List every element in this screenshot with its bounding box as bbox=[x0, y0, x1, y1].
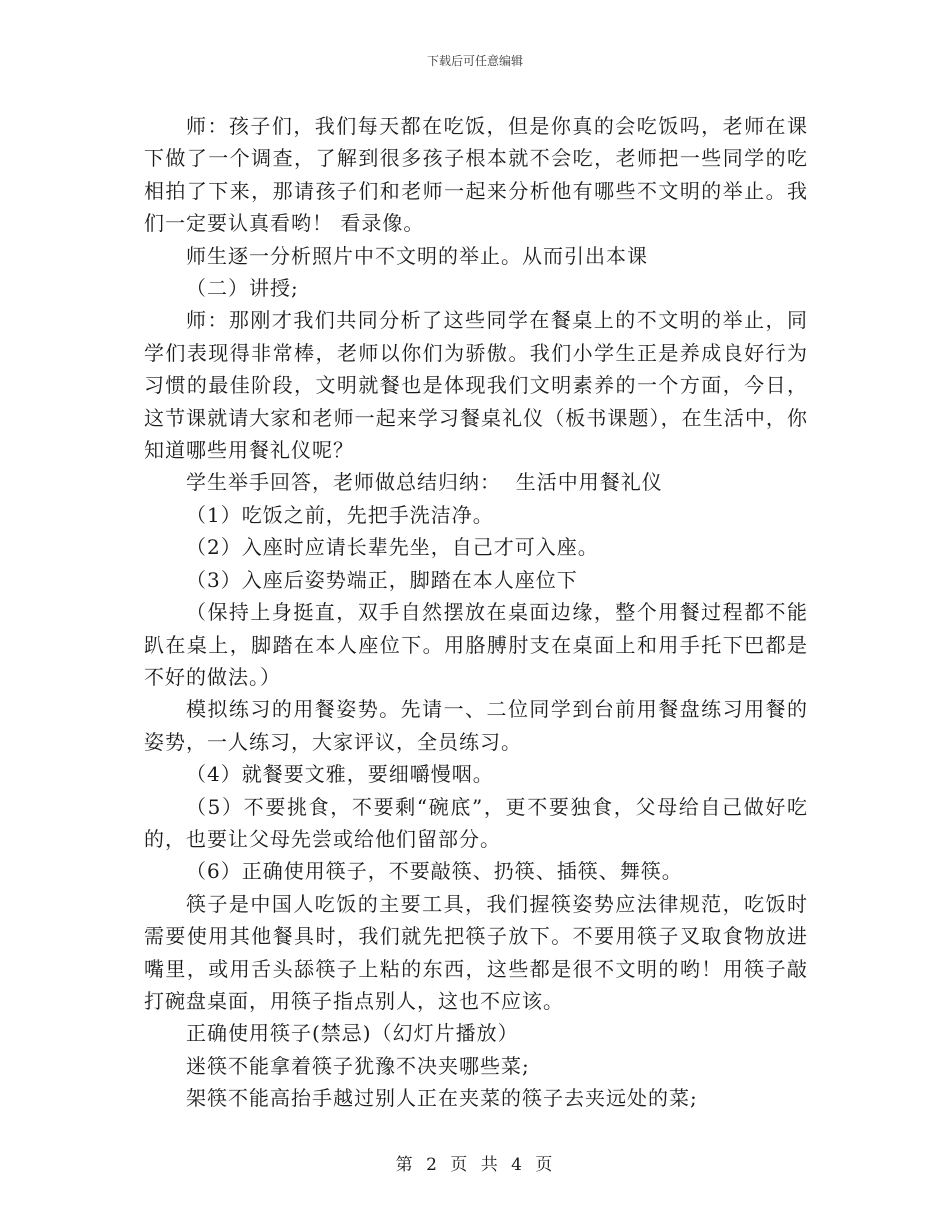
paragraph: （5）不要挑食，不要剩“碗底”，更不要独食，父母给自己做好吃的，也要让父母先尝或给他们留部分。 bbox=[144, 794, 808, 851]
paragraph: （2）入座时应请长辈先坐，自己才可入座。 bbox=[186, 535, 599, 560]
page-header: 下载后可任意编辑 bbox=[426, 54, 523, 68]
paragraph: （3）入座后姿势端正，脚踏在本人座位下 bbox=[186, 567, 578, 592]
paragraph: （4）就餐要文雅，要细嚼慢咽。 bbox=[186, 762, 494, 787]
paragraph: 师：孩子们，我们每天都在吃饭，但是你真的会吃饭吗，老师在课下做了一个调查，了解到很多孩子根本就不会吃，老师把一些同学的吃相拍了下来，那请孩子们和老师一起来分析他有哪些不文明的举止。我们一定要认真看哟！ 看录像。 bbox=[144, 114, 808, 236]
paragraph: 架筷不能高抬手越过别人正在夹菜的筷子去夹远处的菜; bbox=[186, 1086, 698, 1111]
paragraph: （6）正确使用筷子，不要敲筷、扔筷、插筷、舞筷。 bbox=[186, 859, 683, 884]
paragraph: 筷子是中国人吃饭的主要工具，我们握筷姿势应法律规范，吃饭时需要使用其他餐具时，我们就先把筷子放下。不要用筷子叉取食物放进嘴里，或用舌头舔筷子上粘的东西，这些都是很不文明的哟！用筷子敲打碗盘桌面，用筷子指点别人，这也不应该。 bbox=[144, 891, 808, 1013]
page-footer: 第 2 页 共 4 页 bbox=[395, 1155, 555, 1175]
document-body bbox=[144, 110, 808, 1115]
paragraph: （1）吃饭之前，先把手洗洁净。 bbox=[186, 502, 494, 527]
paragraph: 师生逐一分析照片中不文明的举止。从而引出本课 bbox=[186, 243, 648, 268]
paragraph: 师：那刚才我们共同分析了这些同学在餐桌上的不文明的举止，同学们表现得非常棒，老师以你们为骄傲。我们小学生正是养成良好行为习惯的最佳阶段，文明就餐也是体现我们文明素养的一个方面，今日，这节课就请大家和老师一起来学习餐桌礼仪（板书课题），在生活中，你知道哪些用餐礼仪呢？ bbox=[144, 308, 808, 463]
paragraph: 模拟练习的用餐姿势。先请一、二位同学到台前用餐盘练习用餐的姿势，一人练习，大家评议，全员练习。 bbox=[144, 697, 808, 754]
paragraph: 迷筷不能拿着筷子犹豫不决夹哪些菜; bbox=[186, 1053, 530, 1078]
paragraph: 正确使用筷子(禁忌)（幻灯片播放） bbox=[186, 1021, 519, 1046]
paragraph: （二）讲授; bbox=[186, 276, 299, 301]
paragraph: 学生举手回答，老师做总结归纳： 生活中用餐礼仪 bbox=[186, 470, 663, 495]
paragraph: （保持上身挺直，双手自然摆放在桌面边缘，整个用餐过程都不能趴在桌上，脚踏在本人座位下。用胳膊肘支在桌面上和用手托下巴都是不好的做法。） bbox=[144, 600, 808, 689]
